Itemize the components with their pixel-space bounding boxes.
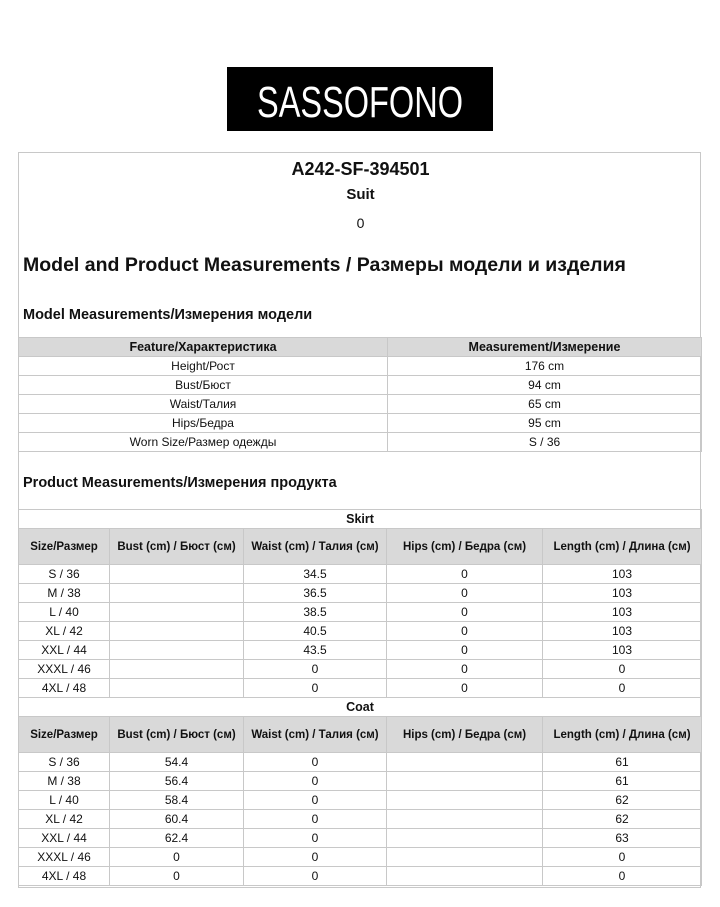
size-cell: L / 40 (19, 603, 110, 622)
feature-cell: Worn Size/Размер одежды (19, 433, 388, 452)
waist-cell: 0 (244, 791, 387, 810)
column-header: Size/Размер (19, 529, 110, 565)
bust-cell: 0 (110, 867, 244, 886)
length-cell: 0 (543, 679, 702, 698)
model-table-header (19, 338, 702, 357)
table-row (19, 603, 702, 622)
table-row (19, 679, 702, 698)
size-cell: XXXL / 46 (19, 660, 110, 679)
size-cell: L / 40 (19, 791, 110, 810)
coat-section-row (19, 698, 702, 717)
coat-header-row (19, 717, 702, 753)
column-header: Hips (cm) / Бедра (см) (387, 529, 543, 565)
size-cell: 4XL / 48 (19, 867, 110, 886)
size-cell: XXXL / 46 (19, 848, 110, 867)
brand-logo-wordmark (250, 75, 470, 127)
table-row (19, 414, 702, 433)
model-table-body (19, 357, 702, 452)
table-row (19, 565, 702, 584)
column-header: Bust (cm) / Бюст (см) (110, 717, 244, 753)
size-cell: XXL / 44 (19, 641, 110, 660)
bust-cell (110, 584, 244, 603)
hips-cell (387, 867, 543, 886)
table-row (19, 772, 702, 791)
table-row (19, 641, 702, 660)
column-header: Waist (cm) / Талия (см) (244, 529, 387, 565)
table-row (19, 395, 702, 414)
zero-line: 0 (356, 215, 365, 231)
measurement-cell: S / 36 (388, 433, 702, 452)
length-cell: 62 (543, 791, 702, 810)
model-section-title: Model Measurements/Измерения модели (23, 307, 313, 323)
hips-cell (387, 772, 543, 791)
table-row (19, 433, 702, 452)
table-row (19, 660, 702, 679)
length-cell: 103 (543, 641, 702, 660)
bust-cell (110, 603, 244, 622)
waist-cell: 0 (244, 810, 387, 829)
waist-cell: 34.5 (244, 565, 387, 584)
length-cell: 63 (543, 829, 702, 848)
waist-cell: 0 (244, 679, 387, 698)
hips-cell: 0 (387, 679, 543, 698)
measurement-cell: 95 cm (388, 414, 702, 433)
bust-cell: 0 (110, 848, 244, 867)
product-category: Suit (346, 186, 375, 203)
measurement-cell: 65 cm (388, 395, 702, 414)
waist-cell: 0 (244, 848, 387, 867)
bust-cell: 58.4 (110, 791, 244, 810)
table-row (19, 622, 702, 641)
brand-logo-text: SASSOFONO (257, 78, 463, 127)
length-cell: 0 (543, 867, 702, 886)
measurement-cell: 176 cm (388, 357, 702, 376)
size-cell: XL / 42 (19, 622, 110, 641)
skirt-header-row (19, 529, 702, 565)
length-cell: 61 (543, 753, 702, 772)
bust-cell (110, 679, 244, 698)
hips-cell: 0 (387, 622, 543, 641)
feature-cell: Bust/Бюст (19, 376, 388, 395)
feature-cell: Waist/Талия (19, 395, 388, 414)
waist-cell: 38.5 (244, 603, 387, 622)
column-header: Length (cm) / Длина (см) (543, 529, 702, 565)
length-cell: 103 (543, 622, 702, 641)
brand-logo (227, 67, 493, 131)
hips-cell: 0 (387, 584, 543, 603)
hips-cell: 0 (387, 603, 543, 622)
hips-cell (387, 810, 543, 829)
table-row (19, 810, 702, 829)
product-table-body (19, 510, 702, 886)
bust-cell: 60.4 (110, 810, 244, 829)
hips-cell (387, 753, 543, 772)
size-cell: XXL / 44 (19, 829, 110, 848)
product-section-title: Product Measurements/Измерения продукта (23, 475, 337, 491)
size-cell: M / 38 (19, 584, 110, 603)
waist-cell: 0 (244, 867, 387, 886)
waist-cell: 0 (244, 660, 387, 679)
table-row (19, 867, 702, 886)
length-cell: 103 (543, 603, 702, 622)
skirt-title: Skirt (19, 510, 702, 529)
coat-title: Coat (19, 698, 702, 717)
skirt-section-row (19, 510, 702, 529)
measurement-cell: 94 cm (388, 376, 702, 395)
table-row (19, 357, 702, 376)
waist-cell: 0 (244, 753, 387, 772)
size-cell: 4XL / 48 (19, 679, 110, 698)
waist-cell: 0 (244, 772, 387, 791)
length-cell: 103 (543, 584, 702, 603)
length-cell: 62 (543, 810, 702, 829)
bust-cell (110, 641, 244, 660)
column-header: Waist (cm) / Талия (см) (244, 717, 387, 753)
waist-cell: 0 (244, 829, 387, 848)
column-header: Length (cm) / Длина (см) (543, 717, 702, 753)
hips-cell: 0 (387, 660, 543, 679)
table-row (19, 829, 702, 848)
table-row (19, 791, 702, 810)
length-cell: 103 (543, 565, 702, 584)
bust-cell: 56.4 (110, 772, 244, 791)
bust-cell: 62.4 (110, 829, 244, 848)
bust-cell (110, 622, 244, 641)
model-measurements-table (18, 337, 702, 452)
column-header: Bust (cm) / Бюст (см) (110, 529, 244, 565)
feature-cell: Height/Рост (19, 357, 388, 376)
table-row (19, 584, 702, 603)
hips-cell: 0 (387, 641, 543, 660)
size-cell: XL / 42 (19, 810, 110, 829)
column-header: Hips (cm) / Бедра (см) (387, 717, 543, 753)
size-cell: M / 38 (19, 772, 110, 791)
measurement-sheet (18, 152, 701, 888)
bust-cell (110, 660, 244, 679)
page-title: Model and Product Measurements / Размеры модели и изделия (23, 254, 626, 276)
column-header: Size/Размер (19, 717, 110, 753)
bust-cell (110, 565, 244, 584)
size-cell: S / 36 (19, 565, 110, 584)
waist-cell: 36.5 (244, 584, 387, 603)
hips-cell (387, 829, 543, 848)
bust-cell: 54.4 (110, 753, 244, 772)
length-cell: 0 (543, 660, 702, 679)
waist-cell: 40.5 (244, 622, 387, 641)
product-measurements-table (18, 509, 702, 886)
table-row (19, 848, 702, 867)
product-code: A242-SF-394501 (291, 159, 430, 179)
hips-cell (387, 791, 543, 810)
length-cell: 0 (543, 848, 702, 867)
feature-cell: Hips/Бедра (19, 414, 388, 433)
size-cell: S / 36 (19, 753, 110, 772)
waist-cell: 43.5 (244, 641, 387, 660)
header-measurement: Measurement/Измерение (388, 338, 702, 357)
hips-cell: 0 (387, 565, 543, 584)
table-row (19, 376, 702, 395)
hips-cell (387, 848, 543, 867)
length-cell: 61 (543, 772, 702, 791)
table-row (19, 753, 702, 772)
header-feature: Feature/Характеристика (19, 338, 388, 357)
